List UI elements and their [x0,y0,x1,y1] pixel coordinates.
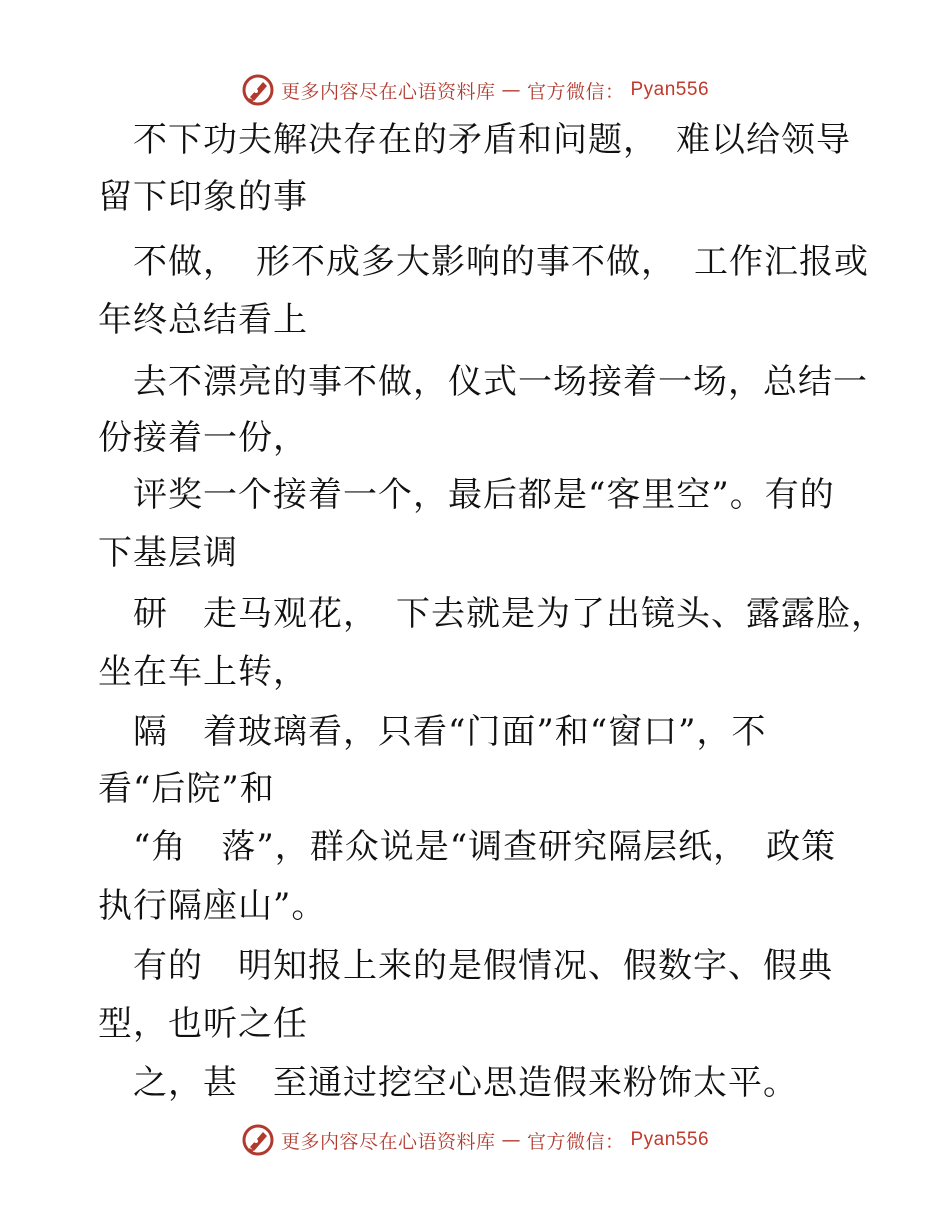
header-banner [0,70,950,110]
body-line: 年终总结看上 [98,300,308,340]
header-separator: — [501,79,521,101]
body-line: 份接着一份， [98,418,308,458]
footer-slogan: 更多内容尽在心语资料库 [280,1130,496,1153]
body-line: 执行隔座山”。 [98,886,327,926]
brand-logo-icon [241,1123,275,1157]
header-wechat-label: 官方微信： [526,80,625,103]
body-line: “角 落”，群众说是“调查研究隔层纸， 政策 [98,827,837,867]
footer-separator: — [501,1129,521,1151]
header-wechat-id: Pyan556 [630,79,710,100]
header-slogan: 更多内容尽在心语资料库 [280,80,496,103]
footer-wechat-label: 官方微信： [526,1130,625,1153]
body-line: 隔 着玻璃看，只看“门面”和“窗口”，不 [98,712,767,752]
body-line: 留下印象的事 [98,177,308,217]
body-line: 型，也听之任 [98,1004,308,1044]
body-line: 研 走马观花， 下去就是为了出镜头、露露脸， [98,594,886,634]
body-line: 之，甚 至通过挖空心思造假来粉饰太平。 [98,1063,798,1103]
brand-logo-icon [241,73,275,107]
body-line: 评奖一个接着一个，最后都是“客里空”。有的 [98,475,835,515]
body-line: 不做， 形不成多大影响的事不做， 工作汇报或 [98,242,869,282]
footer-banner [0,1120,950,1160]
body-line: 看“后院”和 [98,769,275,809]
body-line: 坐在车上转， [98,652,308,692]
footer-wechat-id: Pyan556 [630,1129,710,1150]
body-line: 有的 明知报上来的是假情况、假数字、假典 [98,946,833,986]
body-line: 下基层调 [98,533,238,573]
body-line: 不下功夫解决存在的矛盾和问题， 难以给领导 [98,120,851,160]
body-line: 去不漂亮的事不做，仪式一场接着一场，总结一 [98,362,868,402]
